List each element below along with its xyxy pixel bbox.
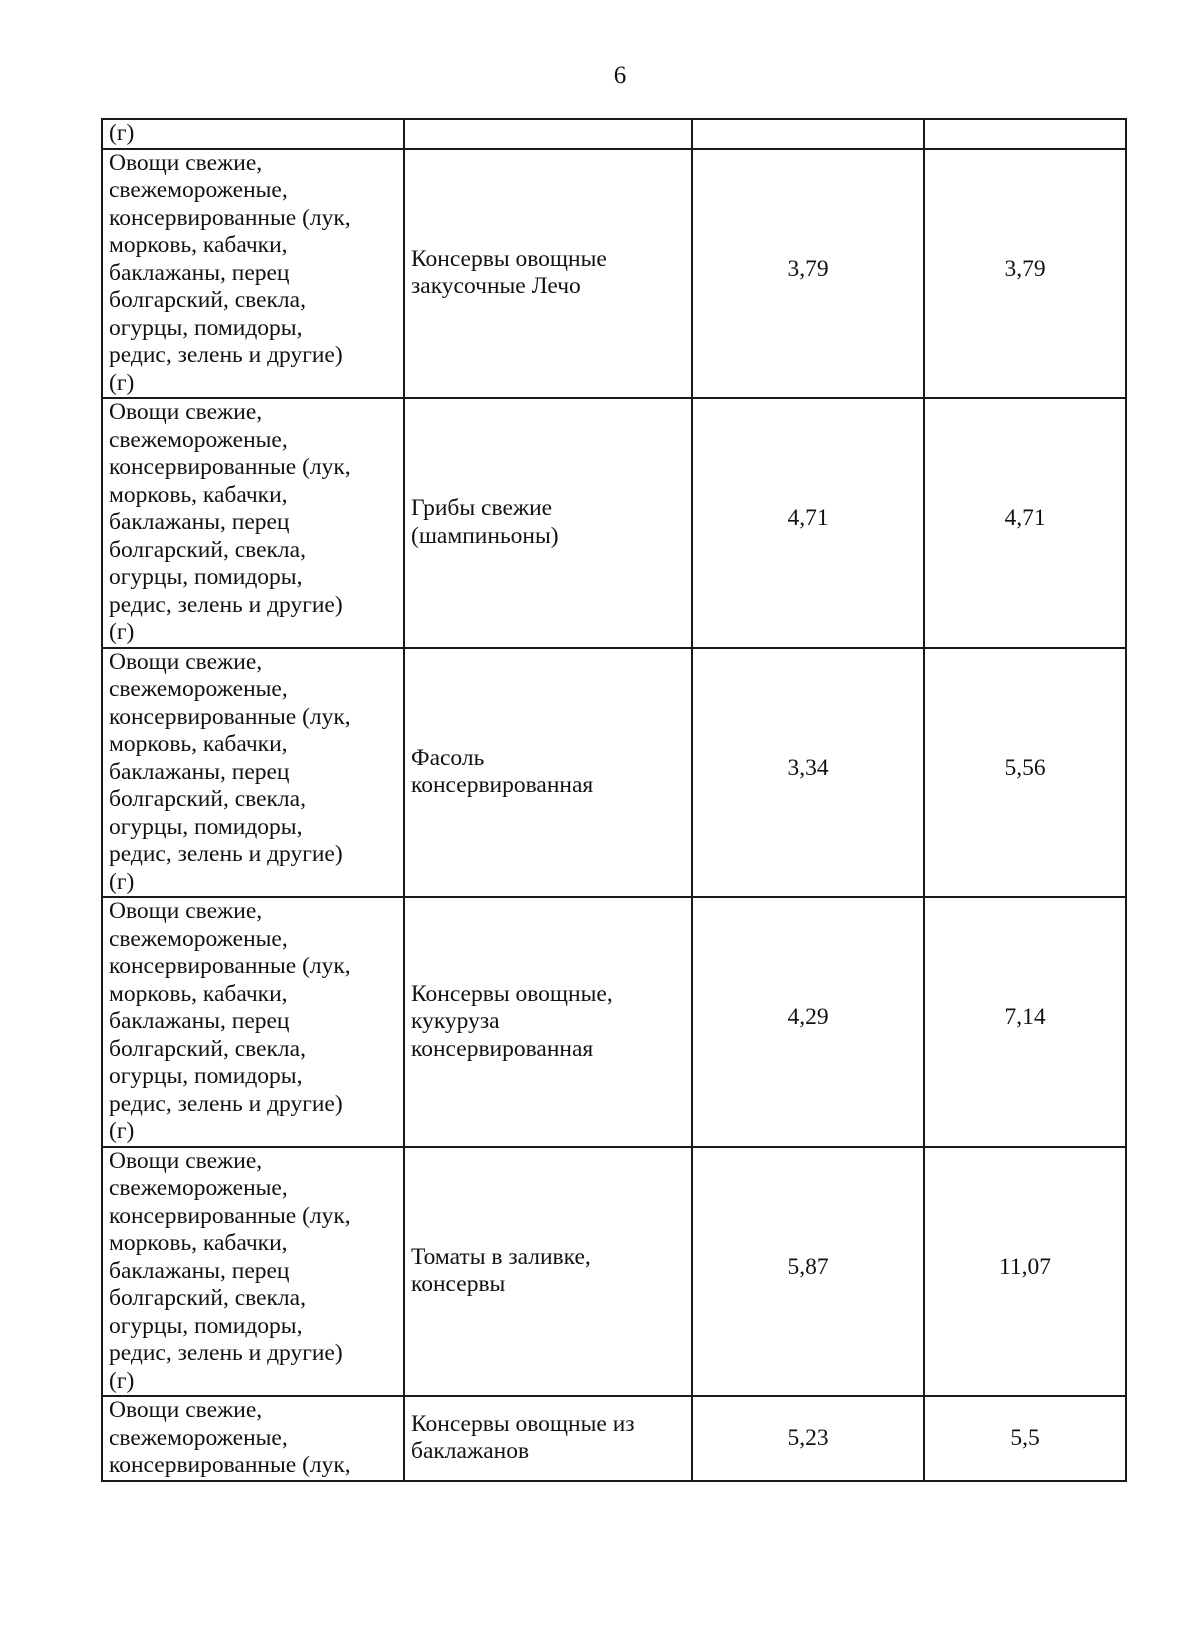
category-text: Овощи свежие, свежемороженые, консервированные (лук, — [109, 1397, 351, 1478]
category-text: Овощи свежие, свежемороженые, консервированные (лук, морковь, кабачки, баклажаны, перец болгарский, свекла, огурцы, помидоры, редис, зелень и другие) (г) — [109, 1147, 351, 1394]
table-row — [102, 149, 1126, 399]
value2-text: 4,71 — [1004, 505, 1046, 531]
value1-cell — [692, 119, 924, 149]
table-row — [102, 119, 1126, 149]
category-text: Овощи свежие, свежемороженые, консервированные (лук, морковь, кабачки, баклажаны, перец болгарский, свекла, огурцы, помидоры, редис, зелень и другие) (г) — [109, 399, 351, 645]
value2-cell — [924, 1147, 1126, 1397]
page-number: 6 — [613, 62, 627, 89]
product-cell — [404, 1396, 692, 1481]
value1-cell — [692, 648, 924, 898]
value2-cell — [924, 149, 1126, 399]
product-cell — [404, 119, 692, 149]
table-row — [102, 897, 1126, 1147]
product-cell — [404, 149, 692, 399]
product-cell — [404, 1147, 692, 1397]
category-text: (г) — [109, 120, 135, 146]
value2-cell — [924, 648, 1126, 898]
category-cell — [102, 648, 404, 898]
product-text: Консервы овощные, кукуруза консервированная — [411, 980, 613, 1062]
value2-text: 11,07 — [998, 1253, 1051, 1280]
value2-text: 5,5 — [1010, 1424, 1040, 1451]
value2-cell — [924, 398, 1126, 648]
value1-cell — [692, 149, 924, 399]
product-text: Грибы свежие (шампиньоны) — [411, 495, 559, 549]
value1-cell — [692, 1147, 924, 1397]
product-text: Фасоль консервированная — [411, 744, 594, 799]
product-text: Консервы овощные из баклажанов — [411, 1410, 635, 1465]
value2-cell — [924, 119, 1126, 149]
value1-text: 5,87 — [787, 1253, 829, 1280]
value2-text: 7,14 — [1004, 1004, 1046, 1030]
category-text: Овощи свежие, свежемороженые, консервированные (лук, морковь, кабачки, баклажаны, перец болгарский, свекла, огурцы, помидоры, редис, зелень и другие) (г) — [109, 898, 351, 1144]
table-row — [102, 1147, 1126, 1397]
category-cell — [102, 897, 404, 1147]
category-cell — [102, 398, 404, 648]
product-text: Томаты в заливке, консервы — [411, 1243, 591, 1298]
table-row — [102, 398, 1126, 648]
product-cell — [404, 398, 692, 648]
category-text: Овощи свежие, свежемороженые, консервированные (лук, морковь, кабачки, баклажаны, перец болгарский, свекла, огурцы, помидоры, редис, зелень и другие) (г) — [109, 149, 351, 396]
product-cell — [404, 648, 692, 898]
value1-text: 4,71 — [787, 505, 829, 531]
product-cell — [404, 897, 692, 1147]
value1-cell — [692, 897, 924, 1147]
product-table — [101, 118, 1127, 1482]
category-cell — [102, 1396, 404, 1481]
value2-text: 3,79 — [1004, 255, 1046, 282]
category-cell — [102, 1147, 404, 1397]
value1-text: 3,34 — [787, 754, 829, 781]
value1-cell — [692, 398, 924, 648]
table-row — [102, 648, 1126, 898]
category-cell — [102, 119, 404, 149]
value2-cell — [924, 1396, 1126, 1481]
category-cell — [102, 149, 404, 399]
product-text: Консервы овощные закусочные Лечо — [411, 245, 607, 300]
table-row — [102, 1396, 1126, 1481]
value1-cell — [692, 1396, 924, 1481]
category-text: Овощи свежие, свежемороженые, консервированные (лук, морковь, кабачки, баклажаны, перец болгарский, свекла, огурцы, помидоры, редис, зелень и другие) (г) — [109, 648, 351, 895]
value1-text: 4,29 — [787, 1004, 829, 1030]
value2-cell — [924, 897, 1126, 1147]
value1-text: 3,79 — [787, 255, 829, 282]
value2-text: 5,56 — [1004, 754, 1046, 781]
value1-text: 5,23 — [787, 1424, 829, 1451]
